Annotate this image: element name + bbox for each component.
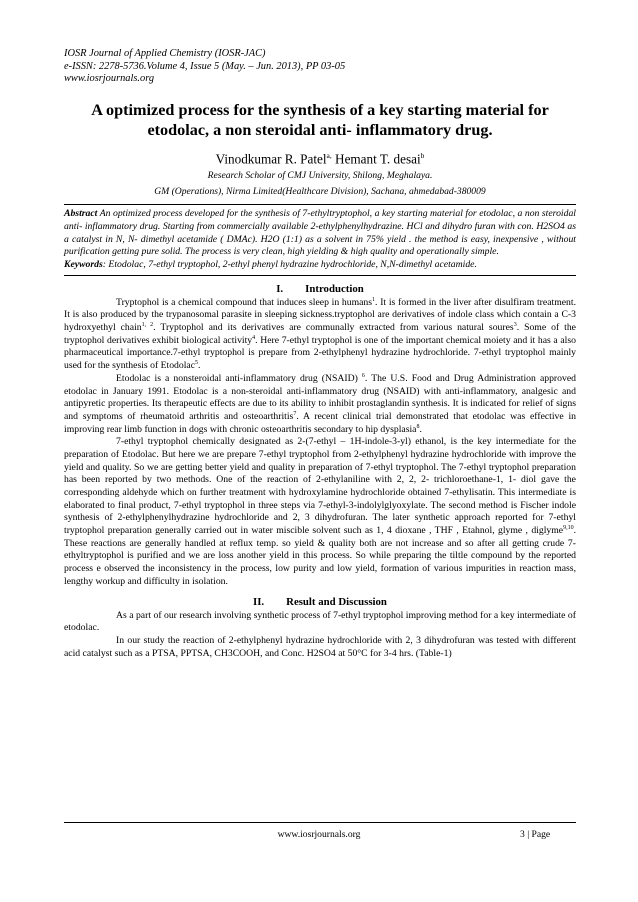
- results-body: [64, 610, 576, 661]
- page-content: [64, 48, 576, 660]
- affiliation-b: GM (Operations), Nirma Limited(Healthcare Division), Sachana, ahmedabad-380009: [154, 185, 486, 197]
- abstract-label: Abstract: [64, 208, 98, 220]
- text-run: . It is formed in the liver after disulfiram treatment. It is also produced by the trypanosomal parasite in sleeping sickness.tryptophol are derivatives of indole class which contain a C-3 hydroxyethyl chain: [64, 296, 576, 334]
- citation-superscript: 5: [195, 359, 199, 366]
- abstract: [64, 208, 576, 259]
- section-number: I.: [276, 282, 284, 295]
- text-run: .: [419, 423, 422, 435]
- author-2: Hemant T. desai: [331, 151, 421, 167]
- paragraph: In our study the reaction of 2-ethylphenyl hydrazine hydrochloride with 2, 3 dihydrofuran was tested with different acid catalyst such as a PTSA, PPTSA, CH3COOH, and Conc. H2SO4 at 50°C for 3-4 hrs. (Table-1): [64, 634, 576, 659]
- keywords-label: Keywords: [64, 258, 103, 270]
- citation-superscript: 6: [361, 372, 365, 379]
- section-heading-results: [64, 596, 576, 609]
- citation-superscript: 4: [252, 334, 256, 341]
- paragraph: [64, 297, 576, 373]
- header-rule: [64, 204, 576, 205]
- author-2-sup: b: [420, 150, 425, 160]
- keywords-text: : Etodolac, 7-ethyl tryptophol, 2-ethyl phenyl hydrazine hydrochloride, N,N-dimethyl acetamide.: [102, 258, 477, 270]
- paragraph: [64, 436, 576, 588]
- section-title: Introduction: [305, 282, 364, 295]
- text-run: Etodolac is a nonsteroidal anti-inflammatory drug (NSAID): [116, 372, 362, 384]
- text-run: . Some of the tryptophol derivatives exhibit biological activity: [64, 322, 576, 346]
- paper-title: A optimized process for the synthesis of a key starting material for etodolac, a non steroidal anti- inflammatory drug.: [91, 100, 549, 139]
- citation-superscript: 1, 2: [141, 321, 154, 328]
- page-number: 3 | Page: [520, 829, 551, 840]
- text-run: .: [198, 360, 201, 372]
- section-heading-introduction: [64, 283, 576, 296]
- text-run: . Tryptophol and its derivatives are communally extracted from various natural soures: [153, 322, 514, 334]
- paragraph: As a part of our research involving synthetic process of 7-ethyl tryptophol improving method for a key intermediate of etodolac.: [64, 609, 576, 634]
- introduction-body: [64, 297, 576, 589]
- author-1: Vinodkumar R. Patel: [215, 151, 327, 167]
- abstract-text: An optimized process developed for the synthesis of 7-ethyltryptophol, a key starting material for etodolac, a non steroidal anti- inflammatory drug. Starting from commercially available 2-ethylphenylhydrazine. HCl and dihydro furan with con. H2SO4 as a catalyst in N, N- dimethyl acetamide ( DMAc). H2O (1:1) as a solvent in 75% yield . the method is easy, inexpensive , without purification getting pure solid. The process is very clean, high yielding & high quality and operationally simple.: [64, 208, 576, 258]
- affiliation-a: Research Scholar of CMJ University, Shilong, Meghalaya.: [207, 170, 433, 182]
- text-run: Tryptophol is a chemical compound that induces sleep in humans: [116, 296, 373, 308]
- author-1-sup: a,: [326, 150, 332, 160]
- text-run: 7-ethyl tryptophol chemically designated as 2-(7-ethyl – 1H-indole-3-yl) ethanol, is the key intermediate for the preparation of Etodolac. But here we are prepare 7-ethyl tryptophol from 2-ethylphenyl hydrazine hydrochloride with improve the yield and quality. So we are getting better yield and quality in preparation of 7-ethyl tryptophol. The 7-ethyl tryptophol preparation has been reported by two methods. One of the reaction of 2-ethylaniline with 2, 2, 2- trichloroethane-1, 1- diol gave the corresponding aldehyde which on further treatment with hydroxylamine hydrochloride obtained 7-ethylisatin. This intermediate is elaborated to final product, 7-ethyl tryptophol in three steps via 7-ethyl-3-indolylglyoxylate. The second method is Fischer indole synthesis of 2-ethylphenylhydrazine hydrochloride and 2, 3 dihydrofuran. The later synthetic approach reported for 7-ethyl tryptophol preparation generally carried out in water miscible solvent such as 1, 4 dioxane , THF , Etahnol, glyme , diglyme: [64, 436, 576, 537]
- section-title: Result and Discussion: [286, 595, 387, 608]
- journal-name: IOSR Journal of Applied Chemistry (IOSR-JAC): [64, 48, 266, 59]
- text-run: . A recent clinical trial demonstrated that etodolac was effective in improving rear limb function in dogs with chronic osteoarthritis secondary to hip dysplasia: [64, 410, 576, 435]
- citation-superscript: 8: [416, 423, 420, 430]
- journal-url[interactable]: www.iosrjournals.org: [64, 73, 155, 85]
- citation-superscript: 3: [513, 321, 517, 328]
- authors: [64, 148, 576, 167]
- abstract-rule: [64, 275, 576, 276]
- text-run: . Here 7-ethyl tryptophol is one of the important chemical moiety and it has a also pharmaceutical importance.7-ethyl tryptophol is prepare from 2-ethylphenyl hydrazine hydrochloride. 7-ethyl tryptophol mainly used for the synthesis of Etodolac: [64, 334, 576, 372]
- citation-superscript: 9,10: [563, 524, 574, 531]
- citation-superscript: 1: [372, 296, 376, 303]
- text-run: . These reactions are generally handled at reflux temp. so yield & quality both are not increase and so after all getting crude 7-ethyltryptophol is purified and we are loss another yield in this process. So while preparing the tiltle compound by the reported process e observed the inconsistency in the process, low purity and low yield, formation of various impurities in reaction mass, lengthy workup and difficulty in isolation.: [64, 525, 576, 587]
- section-number: II.: [253, 595, 265, 608]
- journal-header: [64, 48, 576, 86]
- journal-issn: e-ISSN: 2278-5736.Volume 4, Issue 5 (May. – Jun. 2013), PP 03-05: [64, 60, 346, 72]
- keywords: [64, 259, 576, 272]
- footer-url[interactable]: www.iosrjournals.org: [277, 829, 361, 840]
- paragraph: [64, 373, 576, 436]
- citation-superscript: 7: [293, 410, 297, 417]
- text-run: . The U.S. Food and Drug Administration approved etodolac in January 1991. Etodolac is a non-steroidal anti-inflammatory drug (NSAID) with anti-inflammatory, analgesic and antipyretic properties. Its therapeutic effects are due to its ability to inhibit prostaglandin synthesis. It is indicated for relief of signs and symptoms of rheumatoid arthritis and osteoarthritis: [64, 372, 576, 422]
- footer-rule: [64, 822, 576, 823]
